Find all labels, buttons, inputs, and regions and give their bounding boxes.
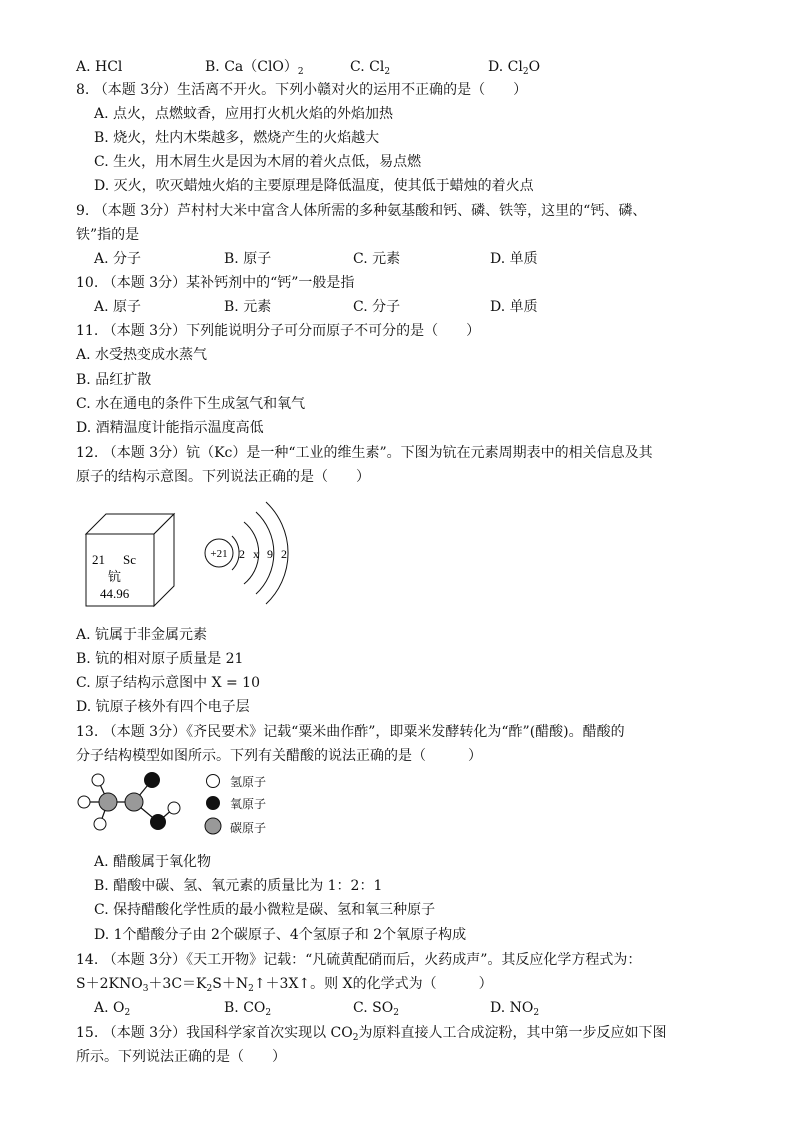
q9-option-a: A. 分子 [94,251,142,267]
q7-option-a: A. HCl [76,59,123,75]
molecule-legend-symbols [202,772,224,836]
nucleus-charge: +21 [210,548,228,560]
q11-option-a: A. 水受热变成水蒸气 [76,347,208,363]
q13-stem-line2: 分子结构模型如图所示。下列有关醋酸的说法正确的是（ ） [76,748,482,764]
cell-symbol: Sc [123,552,136,567]
cell-element-name: 钪 [108,570,122,585]
q10-option-c: C. 分子 [353,299,401,315]
q12-option-b: B. 钪的相对原子质量是 21 [76,651,244,667]
q9-stem-line1: 9. （本题 3分）芦村村大米中富含人体所需的多种氨基酸和钙、磷、铁等，这里的“钙、磷、 [76,203,647,219]
shell-3-electrons: 9 [267,547,273,561]
q12-stem-line2: 原子的结构示意图。下列说法正确的是（ ） [76,469,370,485]
q12-option-c: C. 原子结构示意图中 X = 10 [76,675,260,691]
hydrogen-atom [94,818,106,830]
carbon-atom [99,793,117,811]
hydrogen-atom [78,796,90,808]
q15-stem-line1: 15. （本题 3分）我国科学家首次实现以 $CO_2$为原料直接人工合成淀粉，其中第一步反应如下图 [76,1025,667,1043]
q8-option-c: C. 生火，用木屑生火是因为木屑的着火点低，易点燃 [94,154,422,170]
shell-4-electrons: 2 [281,547,287,561]
oxygen-atom [151,815,166,830]
q14-option-a: A. $O_2$ [94,1000,131,1018]
q14-option-b: B. $CO_2$ [224,1000,272,1018]
q8-stem: 8. （本题 3分）生活离不开火。下列小赣对火的运用不正确的是（ ） [76,82,528,98]
q9-option-d: D. 单质 [490,251,538,267]
legend-hydrogen-symbol [207,775,220,788]
q13-option-b: B. 醋酸中碳、氢、氧元素的质量比为 1：2：1 [94,878,383,894]
q14-stem-line1: 14. （本题 3分）《天工开物》记载：“凡硫黄配硝而后，火药成声”。其反应化学方程式为： [76,952,642,968]
q13-option-d: D. 1个醋酸分子由 2个碳原子、4个氢原子和 2个氧原子构成 [94,927,467,943]
shell-1-electrons: 2 [239,547,245,561]
q12-option-d: D. 钪原子核外有四个电子层 [76,699,250,715]
q11-stem: 11. （本题 3分）下列能说明分子可分而原子不可分的是（ ） [76,323,481,339]
q13-option-a: A. 醋酸属于氧化物 [94,854,212,870]
q12-option-a: A. 钪属于非金属元素 [76,627,208,643]
oxygen-atom [145,773,160,788]
q8-option-b: B. 烧火，灶内木柴越多，燃烧产生的火焰越大 [94,130,380,146]
periodic-table-cell [78,512,178,610]
q10-option-a: A. 原子 [94,299,142,315]
hydrogen-atom [168,802,180,814]
shell-2-electrons: x [253,547,259,561]
q7-option-c: C. $Cl_2$ [350,59,391,77]
q9-option-c: C. 元素 [353,251,401,267]
q11-option-b: B. 品红扩散 [76,372,152,388]
hydrogen-atom [92,774,104,786]
acetic-acid-molecule-model [70,768,190,836]
q11-option-d: D. 酒精温度计能指示温度高低 [76,420,264,436]
q14-equation-line: $S+2KNO_3+3C=K_2S+N_2↑+3X↑$。则 X的化学式为（ ） [76,976,493,994]
legend-hydrogen-label: 氢原子 [230,775,267,789]
q9-option-b: B. 原子 [224,251,272,267]
q9-stem-line2: 铁”指的是 [76,227,140,243]
q8-option-d: D. 灭火，吹灭蜡烛火焰的主要原理是降低温度，使其低于蜡烛的着火点 [94,178,534,194]
cell-atomic-number: 21 [92,552,105,567]
q10-option-d: D. 单质 [490,299,538,315]
atomic-structure-diagram [200,498,300,614]
q7-option-b: B. $Ca(ClO)_2$ [205,59,304,77]
legend-oxygen-symbol [207,797,220,810]
legend-carbon-symbol [205,818,221,834]
q13-option-c: C. 保持醋酸化学性质的最小微粒是碳、氢和氧三种原子 [94,902,436,918]
q11-option-c: C. 水在通电的条件下生成氢气和氧气 [76,396,306,412]
q13-stem-line1: 13. （本题 3分）《齐民要术》记载“粟米曲作酢”，即粟米发酵转化为“酢”(醋酸)。醋酸的 [76,724,625,740]
q14-option-c: C. $SO_2$ [353,1000,399,1018]
cell-atomic-mass: 44.96 [100,586,130,601]
q10-option-b: B. 元素 [224,299,272,315]
q8-option-a: A. 点火，点燃蚊香，应用打火机火焰的外焰加热 [94,106,394,122]
carbon-atom [125,793,143,811]
q7-option-d: D. $Cl_2O$ [488,59,541,77]
q15-stem-line2: 所示。下列说法正确的是（ ） [76,1049,286,1065]
legend-carbon-label: 碳原子 [230,821,267,835]
q12-stem-line1: 12. （本题 3分）钪（Kc）是一种“工业的维生素”。下图为钪在元素周期表中的相关信息及其 [76,445,653,461]
q10-stem: 10. （本题 3分）某补钙剂中的“钙”一般是指 [76,275,355,291]
legend-oxygen-label: 氧原子 [230,797,267,811]
q14-option-d: D. $NO_2$ [490,1000,540,1018]
